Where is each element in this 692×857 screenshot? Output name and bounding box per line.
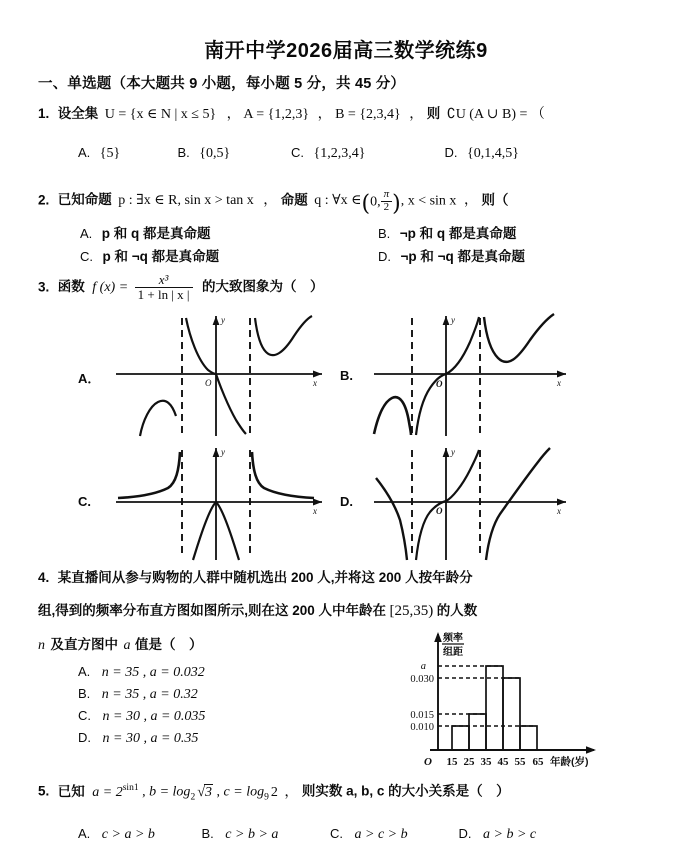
graph-option-c-figure — [108, 444, 338, 564]
question-1-stem-prefix: 设全集 — [57, 106, 99, 121]
option-text: {5} — [99, 146, 121, 161]
option-label: A. — [80, 226, 93, 241]
question-2-proposition-q-tail: , x < sin x — [400, 193, 457, 209]
question-5-a-exponent: sin1 — [122, 783, 139, 793]
question-5-b-radicand: 3 — [205, 784, 213, 800]
question-4-option-d — [78, 730, 198, 747]
question-4-option-a — [78, 664, 205, 681]
question-1-options — [78, 145, 519, 162]
question-3-numerator: x³ — [135, 273, 193, 288]
histogram-ylabel-top: 频率 — [443, 633, 463, 644]
option-label: A. — [78, 145, 91, 160]
question-1-set-a: A = {1,2,3} — [243, 107, 310, 122]
question-3-denominator: 1 + ln | x | — [137, 286, 190, 302]
question-3-stem — [38, 274, 324, 302]
svg-text:y: y — [451, 315, 455, 325]
histogram-ytick-0010: 0.010 — [410, 722, 434, 733]
option-text: ¬p 和 ¬q 都是真命题 — [400, 249, 526, 264]
question-5-c-argument: 2 — [270, 784, 278, 800]
histogram-xtick: 35 — [480, 756, 492, 768]
frequency-histogram — [382, 628, 662, 780]
question-2-proposition-p: p : ∃x ∈ R, sin x > tan x — [118, 193, 254, 209]
question-2-option-a — [80, 222, 211, 243]
graph-option-b-label: B. — [340, 368, 353, 383]
question-4-line-2-text-a: 组,得到的频率分布直方图如图所示,则在这 200 人中年龄在 — [38, 603, 387, 618]
question-1-set-b: B = {2,3,4} — [335, 107, 401, 122]
section-header: 一、单选题（本大题共 9 小题，每小题 5 分，共 45 分） — [38, 76, 406, 92]
option-text: {0,1,4,5} — [467, 146, 519, 161]
option-text: ¬p 和 q 都是真命题 — [399, 226, 517, 241]
histogram-xtick: 25 — [463, 756, 475, 768]
question-5-stem-prefix: 已知 — [57, 783, 85, 799]
svg-text:y: y — [451, 447, 455, 457]
question-2-proposition-q-label: 命题 — [280, 192, 308, 208]
question-4-stem-line-2 — [38, 603, 477, 620]
option-label: B. — [201, 826, 214, 841]
graph-option-c-label: C. — [78, 494, 91, 509]
option-text: a > b > c — [483, 827, 537, 842]
option-text: n = 30 , a = 0.35 — [102, 731, 199, 746]
option-text: p 和 ¬q 都是真命题 — [102, 249, 220, 264]
question-5-options — [78, 826, 536, 843]
svg-text:x: x — [313, 378, 317, 388]
graph-option-a-label: A． — [78, 371, 101, 386]
histogram-bar — [520, 726, 537, 750]
question-3-number: 3. — [38, 279, 50, 295]
histogram-xtick: 65 — [532, 756, 544, 768]
option-label: C. — [78, 708, 91, 723]
question-4-line-1-text: 某直播间从参与购物的人群中随机选出 200 人,并将这 200 人按年龄分 — [57, 570, 473, 585]
question-2-option-b — [378, 222, 516, 243]
question-5-c-subscript: 9 — [264, 792, 269, 803]
question-4-option-c — [78, 708, 205, 725]
histogram-ylabel-bottom: 组距 — [443, 647, 463, 658]
option-label: A. — [78, 664, 91, 679]
option-text: {0,5} — [199, 146, 231, 161]
svg-text:y: y — [221, 315, 225, 325]
question-2-interval-den: 2 — [383, 200, 390, 213]
question-1-then-label: 则 — [426, 106, 441, 121]
question-4-interval: [25,35) — [389, 603, 434, 619]
svg-text:O: O — [436, 379, 443, 389]
option-label: B. — [78, 686, 91, 701]
histogram-ytick-0015: 0.015 — [410, 710, 434, 721]
option-label: D. — [444, 145, 458, 160]
question-1-expression: ∁U (A ∪ B) = （ — [446, 107, 545, 122]
option-text: n = 35 , a = 0.32 — [101, 687, 198, 702]
histogram-bar — [452, 726, 469, 750]
question-5-stem: 5. 已知 $a = 2^{sin1}$ , $b = \log_2 √3$ , $c = \log_9 2$ ， 则实数 a, b, c 的大小关系是（ ） — [38, 783, 510, 803]
histogram-xtick: 55 — [514, 756, 526, 768]
question-4-line-2-text-b: 的人数 — [436, 603, 478, 618]
question-4-var-n: n — [38, 638, 45, 653]
histogram-bar — [469, 714, 486, 750]
option-text: c > a > b — [101, 827, 155, 842]
option-label: C. — [330, 826, 343, 841]
option-label: D. — [378, 249, 391, 264]
question-4-option-b — [78, 686, 198, 703]
histogram-ytick-a: a — [420, 661, 426, 672]
question-2-then-label: 则（ — [481, 192, 509, 208]
option-label: A. — [78, 826, 91, 841]
option-label: B. — [378, 226, 391, 241]
graph-option-b-figure — [368, 308, 583, 440]
svg-text:x: x — [557, 506, 561, 516]
question-3-function-label: f (x) = — [92, 280, 129, 296]
question-4-number: 4. — [38, 570, 50, 585]
graph-option-a-figure — [108, 308, 338, 440]
option-text: c > b > a — [225, 827, 279, 842]
question-1-number: 1. — [38, 106, 50, 121]
histogram-xtick: 15 — [446, 756, 458, 768]
histogram-origin-label: O — [424, 756, 432, 768]
question-4-line-3-mid: 及直方图中 — [50, 637, 118, 652]
question-5-b-subscript: 2 — [190, 792, 196, 803]
option-text: a > c > b — [354, 827, 408, 842]
question-5-stem-suffix: 则实数 a, b, c 的大小关系是（ ） — [301, 783, 510, 799]
question-5-number: 5. — [38, 783, 50, 799]
question-2-stem-prefix: 已知命题 — [57, 192, 112, 208]
question-2-interval-num: π — [381, 189, 393, 202]
question-2-stem: 2. 已知命题 p : ∃x ∈ R, sin x > tan x ， 命题 q : ∀x ∈(0, $\frac{\pi}{2}$ ), x < sin x ， 则（ — [38, 188, 509, 217]
svg-text:O: O — [436, 506, 443, 516]
question-2-number: 2. — [38, 192, 50, 208]
histogram-xlabel: 年龄(岁) — [550, 756, 589, 768]
question-2-option-c — [80, 245, 219, 266]
question-5-b-definition: b = log — [149, 784, 191, 800]
question-5-a-definition: a = 2 — [92, 784, 123, 800]
option-label: B. — [177, 145, 190, 160]
option-text: p 和 q 都是真命题 — [101, 226, 211, 241]
svg-text:y: y — [221, 447, 225, 457]
question-4-stem-line-1 — [38, 570, 473, 587]
svg-text:x: x — [313, 506, 317, 516]
option-label: C. — [80, 249, 93, 264]
svg-text:O: O — [205, 378, 212, 388]
option-text: n = 35 , a = 0.032 — [101, 665, 205, 680]
question-2-interval-left: 0, — [370, 194, 381, 210]
question-2-option-d — [378, 245, 525, 266]
histogram-xtick: 45 — [497, 756, 509, 768]
question-1-universal-set: U = {x ∈ N | x ≤ 5} — [104, 107, 217, 122]
question-3-stem-suffix: 的大致图象为（ ） — [202, 279, 324, 295]
histogram-bar — [503, 678, 520, 750]
question-5-c-definition: c = log — [223, 784, 265, 800]
question-4-stem-line-3 — [38, 637, 203, 654]
svg-text:x: x — [557, 378, 561, 388]
option-label: D. — [78, 730, 91, 745]
question-3-stem-prefix: 函数 — [57, 279, 85, 295]
question-1-stem: 1. 设全集 U = {x ∈ N | x ≤ 5} ， A = {1,2,3} ， B = {2,3,4} ， 则 ∁U (A ∪ B) = （ — [38, 106, 545, 122]
option-text: n = 30 , a = 0.035 — [102, 709, 206, 724]
option-label: C. — [291, 145, 304, 160]
question-2-proposition-q: q : ∀x ∈ — [314, 193, 362, 209]
question-4-var-a: a — [123, 638, 131, 653]
histogram-ytick-0030: 0.030 — [410, 674, 434, 685]
question-4-line-3-suffix: 值是（ ） — [135, 637, 203, 652]
option-label: D. — [458, 826, 472, 841]
graph-option-d-label: D. — [340, 494, 353, 509]
page-title: 南开中学2026届高三数学统练9 — [204, 40, 488, 62]
option-text: {1,2,3,4} — [313, 146, 366, 161]
graph-option-d-figure — [368, 444, 583, 564]
